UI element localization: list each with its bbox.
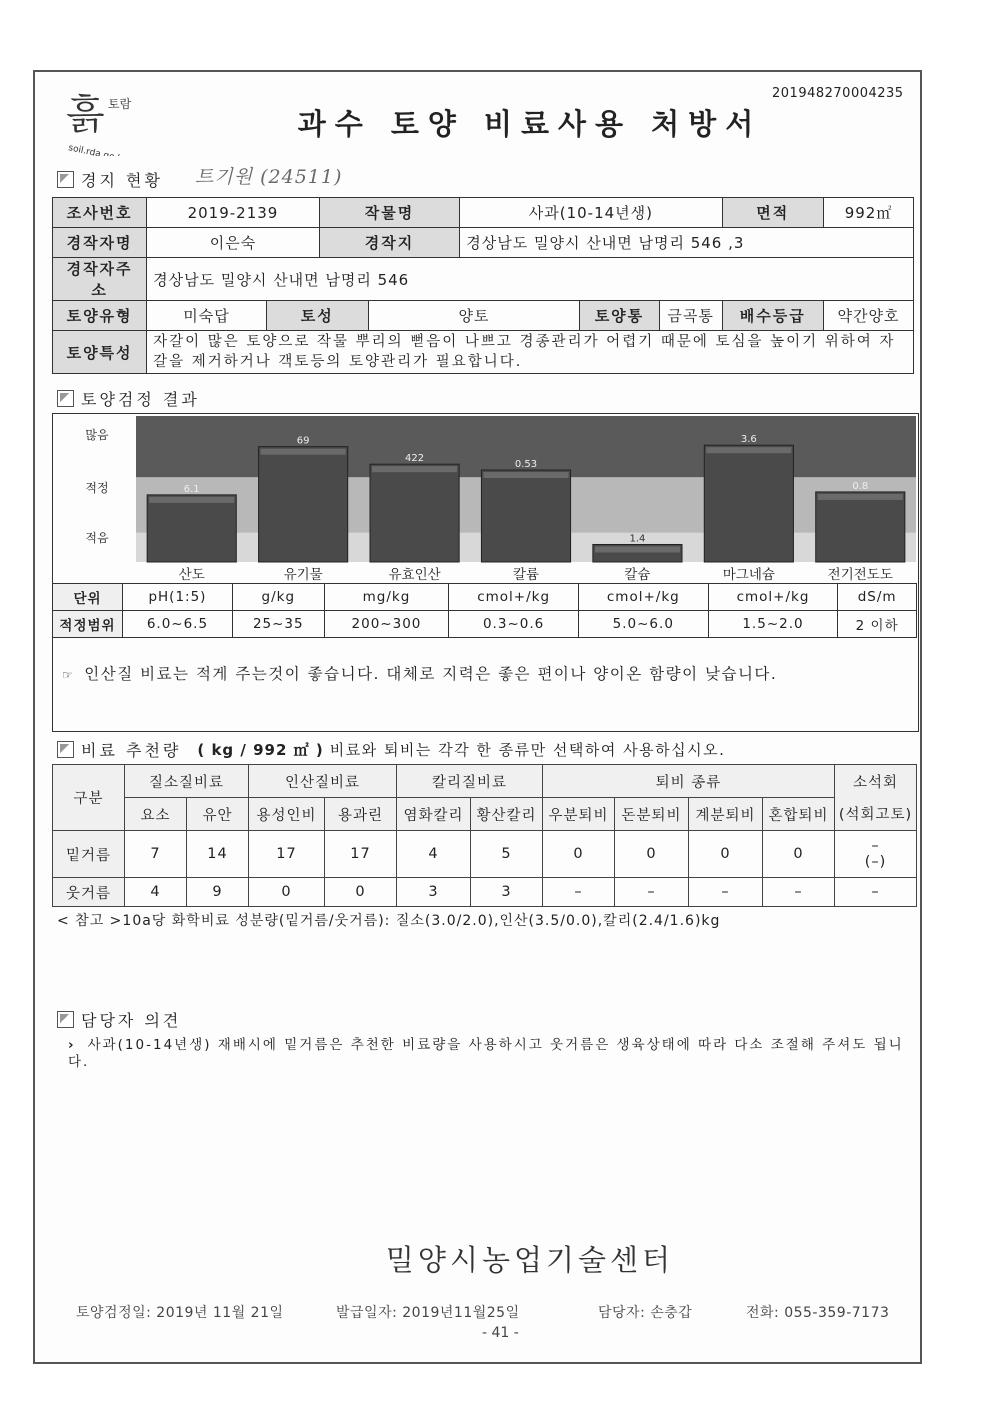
farm-address-label: 경작지	[319, 228, 459, 258]
bar-value-label: 69	[296, 435, 310, 447]
range-cell: 1.5~2.0	[708, 611, 838, 638]
chart-bar	[147, 495, 236, 562]
section-field-title: 경지 현황	[81, 171, 163, 190]
fert-cell: 0	[325, 878, 397, 907]
fert-cell: 0	[689, 831, 763, 878]
hand-pointer-icon: ☞	[62, 668, 75, 682]
test-comment-text: 인산질 비료는 적게 주는것이 좋습니다. 대체로 지력은 좋은 편이나 양이온 함량이 낮습니다.	[84, 665, 778, 683]
fert-cell: 9	[187, 878, 249, 907]
bar-value-label: 422	[405, 453, 425, 465]
y-level-label: 많음	[85, 428, 109, 442]
category-label: 마그네슘	[722, 567, 775, 583]
chart-bar-highlight	[372, 466, 457, 472]
units-label: 단위	[53, 584, 123, 611]
section-opinion-header	[57, 1008, 181, 1031]
page-number: - 41 -	[482, 1325, 519, 1341]
unit-cell: mg/kg	[324, 584, 449, 611]
lime-value-sub: (–)	[864, 854, 887, 870]
fert-lime-cell	[835, 878, 917, 907]
chart-bar-highlight	[261, 449, 346, 455]
section-box-icon	[57, 390, 74, 407]
y-level-label: 적정	[85, 481, 109, 495]
soil-series-value: 금곡통	[659, 301, 722, 331]
section-box-icon	[57, 741, 74, 758]
bar-value-label: 6.1	[183, 483, 200, 495]
chart-bar-highlight	[483, 472, 568, 478]
chart-bar	[259, 447, 348, 562]
fert-row-label: 밑거름	[53, 831, 125, 878]
unit-cell: pH(1:5)	[123, 584, 233, 611]
unit-cell: cmol+/kg	[578, 584, 708, 611]
unit-cell: dS/m	[838, 584, 917, 611]
fert-cell: 0	[543, 831, 615, 878]
y-level-label: 적음	[85, 531, 109, 545]
fert-row-label: 웃거름	[53, 878, 125, 907]
crop-value: 사과(10-14년생)	[460, 198, 722, 228]
fert-subheader: (석회고토)	[835, 798, 917, 831]
range-cell: 5.0~6.0	[578, 611, 708, 638]
unit-cell: cmol+/kg	[449, 584, 579, 611]
soil-texture-label: 토성	[266, 301, 368, 331]
fert-cell: 0	[763, 831, 835, 878]
footer-manager: 담당자: 손충갑	[598, 1305, 693, 1321]
range-cell: 6.0~6.5	[123, 611, 233, 638]
category-label: 칼슘	[624, 567, 651, 583]
fert-cell: 14	[187, 831, 249, 878]
test-comment	[62, 662, 777, 684]
fert-subheader: 유안	[187, 798, 249, 831]
soil-feature-label: 토양특성	[53, 331, 147, 374]
soil-test-chart	[53, 414, 918, 584]
fert-cell: 0	[615, 831, 689, 878]
fert-subheader: 혼합퇴비	[763, 798, 835, 831]
section-field-header	[57, 168, 163, 191]
group-compost: 퇴비 종류	[543, 765, 835, 798]
footer-phone: 전화: 055-359-7173	[746, 1305, 890, 1321]
opinion-content: 사과(10-14년생) 재배시에 밑거름은 추천한 비료량을 사용하시고 웃거름은 생육상태에 따라 다소 조절해 주셔도 됩니다.	[68, 1037, 904, 1070]
section-box-icon	[57, 1011, 74, 1028]
fert-desc: 비료와 퇴비는 각각 한 종류만 선택하여 사용하십시오.	[329, 741, 726, 759]
soil-texture-value: 양토	[368, 301, 579, 331]
soil-type-label: 토양유형	[53, 301, 147, 331]
fert-cell: –	[689, 878, 763, 907]
soil-series-label: 토양통	[580, 301, 659, 331]
soil-test-chart-box	[52, 413, 919, 732]
soil-type-value: 미숙답	[147, 301, 267, 331]
chart-bar	[704, 445, 793, 562]
fert-cell: 17	[249, 831, 325, 878]
range-cell: 25~35	[232, 611, 324, 638]
farm-address-value: 경상남도 밀양시 산내면 남명리 546 ,3	[460, 228, 914, 258]
fert-cell: 0	[249, 878, 325, 907]
farmer-address-label: 경작자주소	[53, 258, 147, 301]
fert-subheader: 염화칼리	[397, 798, 471, 831]
section-test-title: 토양검정 결과	[81, 390, 200, 409]
rda-soil-logo	[62, 84, 142, 156]
fert-subheader: 황산칼리	[471, 798, 543, 831]
fert-cell: 5	[471, 831, 543, 878]
logo-char: 흙	[66, 92, 105, 138]
farmer-label: 경작자명	[53, 228, 147, 258]
fert-cell: –	[615, 878, 689, 907]
reference-note: < 참고 >10a당 화학비료 성분량(밑거름/웃거름): 질소(3.0/2.0),인산(3.5/0.0),칼리(2.4/1.6)kg	[57, 913, 721, 929]
fert-cell: –	[763, 878, 835, 907]
drainage-label: 배수등급	[722, 301, 823, 331]
fert-lime-cell	[835, 831, 917, 878]
fert-subheader: 용성인비	[249, 798, 325, 831]
survey-no-value: 2019-2139	[147, 198, 320, 228]
category-label: 칼륨	[512, 567, 540, 583]
group-nitrogen: 질소질비료	[125, 765, 249, 798]
bar-value-label: 0.8	[852, 480, 869, 492]
fert-subheader: 용과린	[325, 798, 397, 831]
range-cell: 2 이하	[838, 611, 917, 638]
range-label: 적정범위	[53, 611, 123, 638]
unit-cell: g/kg	[232, 584, 324, 611]
fert-subheader: 돈분퇴비	[615, 798, 689, 831]
crop-label: 작물명	[319, 198, 459, 228]
arrow-bullet-icon: ›	[68, 1037, 76, 1053]
chart-bar-highlight	[706, 447, 791, 453]
farmer-value: 이은숙	[147, 228, 320, 258]
fert-cell: 4	[397, 831, 471, 878]
farmer-address-value: 경상남도 밀양시 산내면 남명리 546	[147, 258, 914, 301]
fert-cell: –	[543, 878, 615, 907]
drainage-value: 약간양호	[824, 301, 914, 331]
area-value: 992㎡	[824, 198, 914, 228]
bar-value-label: 3.6	[740, 434, 757, 446]
chart-bar	[481, 470, 570, 562]
page-title: 과수 토양 비료사용 처방서	[297, 107, 763, 141]
chart-bar	[816, 492, 905, 562]
document-number: 201948270004235	[772, 86, 904, 101]
lime-value: –	[871, 884, 880, 900]
category-label: 전기전도도	[827, 567, 893, 583]
fertilizer-table	[52, 764, 917, 907]
group-phosphate: 인산질비료	[249, 765, 397, 798]
lime-value: –	[871, 838, 880, 854]
issuer-name: 밀양시농업기술센터	[385, 1243, 675, 1277]
section-box-icon	[57, 171, 74, 188]
footer-test-date: 토양검정일: 2019년 11월 21일	[76, 1305, 284, 1321]
unit-cell: cmol+/kg	[708, 584, 838, 611]
category-label: 유효인산	[388, 567, 441, 583]
field-info-table	[52, 197, 914, 374]
section-fert-title: 비료 추천량	[81, 741, 182, 760]
fert-amount: ( kg / 992 ㎡ )	[197, 741, 324, 759]
soil-feature-value: 자갈이 많은 토양으로 작물 뿌리의 뻗음이 나쁘고 경종관리가 어렵기 때문에 토심을 높이기 위하여 자갈을 제거하거나 객토등의 토양관리가 필요합니다.	[147, 331, 914, 374]
opinion-text	[68, 1037, 908, 1071]
range-cell: 200~300	[324, 611, 449, 638]
footer-issue-date: 발급일자: 2019년11월25일	[336, 1305, 520, 1321]
group-lime: 소석회	[835, 765, 917, 798]
fert-subheader: 우분퇴비	[543, 798, 615, 831]
range-cell: 0.3~0.6	[449, 611, 579, 638]
bar-value-label: 0.53	[514, 459, 538, 471]
chart-bar	[370, 464, 459, 562]
bar-value-label: 1.4	[629, 533, 646, 545]
chart-bar-highlight	[149, 497, 234, 503]
chart-bar-highlight	[818, 494, 903, 500]
survey-no-label: 조사번호	[53, 198, 147, 228]
fert-subheader: 요소	[125, 798, 187, 831]
fert-cell: 3	[397, 878, 471, 907]
section-fert-header	[57, 738, 725, 761]
handwritten-note: 트기원 (24511)	[195, 166, 343, 188]
fert-cell: 3	[471, 878, 543, 907]
fert-cell: 4	[125, 878, 187, 907]
category-label: 산도	[178, 567, 205, 583]
fert-cell: 7	[125, 831, 187, 878]
fert-subheader: 계분퇴비	[689, 798, 763, 831]
logo-url: soil.rda.go.kr	[67, 143, 127, 156]
unit-range-table	[52, 583, 917, 638]
logo-sub: 토람	[108, 97, 132, 111]
fert-cell: 17	[325, 831, 397, 878]
section-test-header	[57, 387, 200, 410]
group-header: 구분	[53, 765, 125, 831]
category-label: 유기물	[283, 567, 323, 583]
group-potash: 칼리질비료	[397, 765, 543, 798]
section-opinion-title: 담당자 의견	[81, 1011, 182, 1030]
chart-bar-highlight	[595, 546, 680, 552]
area-label: 면적	[722, 198, 823, 228]
